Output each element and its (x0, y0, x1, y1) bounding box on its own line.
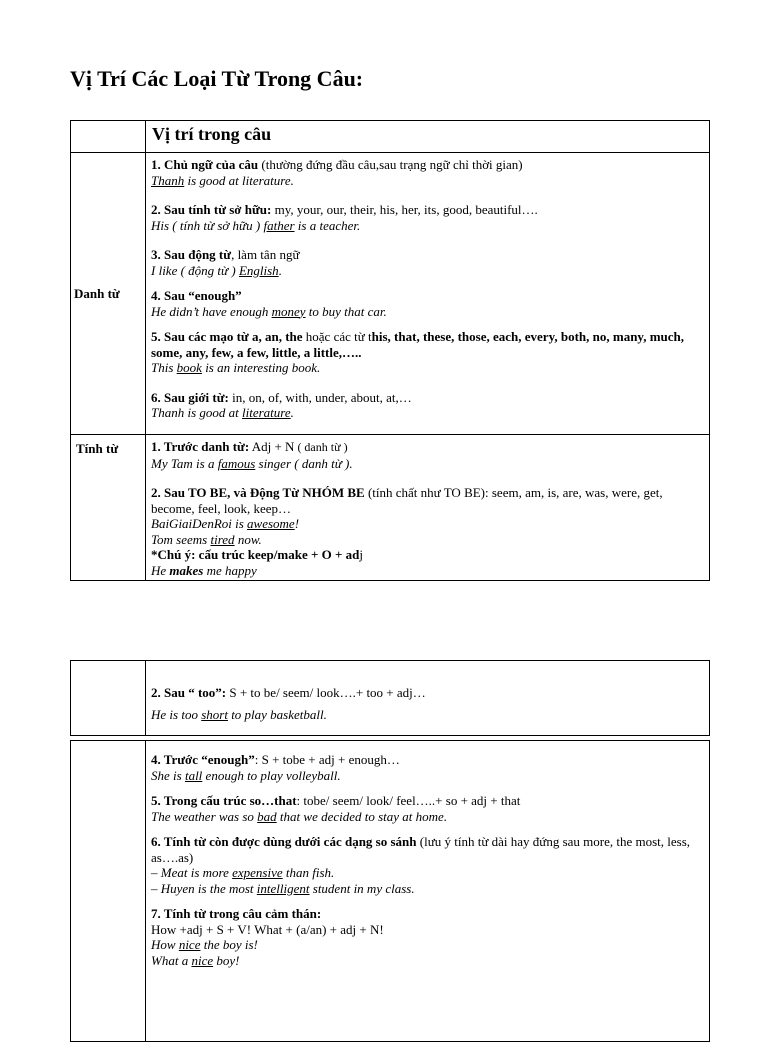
noun-item-5-note: hoặc các từ t (302, 329, 372, 344)
adjective-structures-table (70, 740, 710, 1042)
header-cell: Vị trí trong câu (146, 121, 710, 153)
example-text: My Tam is a (151, 455, 218, 471)
adj-item-2-warning (151, 547, 703, 563)
example-underlined: bad (257, 808, 277, 824)
adj-item-2-example-3 (151, 563, 703, 579)
adj-item-2-heading: 2. Sau TO BE, và Động Từ NHÓM BE (151, 485, 365, 500)
adj-item-1-heading: 1. Trước danh từ: (151, 439, 250, 454)
example-underlined: literature (242, 405, 291, 420)
noun-item-3-note: , làm tân ngữ (231, 247, 300, 262)
example-text: me happy (203, 562, 257, 578)
adj-item-1 (151, 439, 703, 456)
example-text: ! (294, 516, 300, 531)
noun-item-6 (151, 390, 703, 406)
noun-item-4 (151, 288, 703, 304)
example-text: student in my class. (309, 880, 415, 896)
example-underlined: tall (184, 767, 203, 783)
adj-item-6-heading: 6. Tính từ còn được dùng dưới các dạng so sánh (151, 834, 417, 849)
noun-item-1-note: (thường đứng đầu câu,sau trạng ngữ chỉ thời gian) (258, 157, 523, 172)
example-underlined: short (201, 706, 228, 722)
adj-item-1-note: Adj + N (249, 439, 295, 454)
adj-item-6-note: (lưu ý tính từ dài hay đứng sau more, the most, less, as….as) (151, 834, 691, 865)
example-underlined: English (238, 262, 279, 278)
adj-item-7-example-1 (151, 937, 703, 953)
adj-item-6-example-2 (151, 881, 703, 897)
noun-item-2-note: my, your, our, their, his, her, its, good, beautiful…. (271, 202, 538, 217)
noun-item-1-example (151, 173, 703, 189)
noun-item-5-example (151, 360, 703, 376)
adjective-row (71, 435, 710, 581)
example-text: He didn’t have enough (151, 303, 272, 319)
example-text: BaiGiaiDenRoi is (151, 516, 248, 531)
example-text: boy! (213, 952, 240, 968)
too-row (71, 661, 710, 736)
noun-item-6-heading: 6. Sau giới từ: (151, 389, 229, 405)
example-text: She is (151, 767, 185, 783)
noun-item-3-example (151, 263, 703, 279)
example-underlined: nice (178, 937, 201, 952)
example-text: is a teacher. (294, 217, 361, 233)
noun-item-5-heading: 5. Sau các mạo từ a, an, the (151, 329, 303, 344)
adj-item-5-example (151, 809, 703, 825)
example-underlined: father (263, 217, 295, 233)
example-underlined: book (176, 360, 202, 375)
example-text: to buy that car. (305, 303, 387, 319)
adj-item-4-heading: 4. Trước “enough” (151, 752, 255, 767)
noun-item-1 (151, 157, 703, 173)
example-text: Thanh is good at (151, 405, 243, 420)
header-empty-cell (71, 121, 146, 153)
adj-item-7-formula (151, 922, 703, 938)
example-text: How (151, 937, 179, 952)
adj-item-7-heading: 7. Tính từ trong câu cảm thán: (151, 906, 322, 921)
adj-item-7-example-2 (151, 953, 703, 969)
structures-content (146, 741, 710, 1042)
example-text: is an interesting book. (201, 360, 321, 375)
example-text: than fish. (282, 865, 335, 880)
adj-item-7-note: How +adj + S + V! What + (a/an) + adj + N! (151, 921, 384, 937)
example-text: He (151, 562, 170, 578)
example-text: . (278, 262, 282, 278)
example-text: The weather was so (151, 808, 258, 824)
example-text: – Huyen is the most (151, 880, 257, 896)
adj-item-6 (151, 834, 703, 865)
too-item (151, 685, 703, 701)
example-underlined: intelligent (256, 880, 310, 896)
warning-tail: j (359, 547, 363, 562)
too-label-cell (71, 661, 146, 736)
example-text: What a (151, 952, 192, 968)
adjective-label: Tính từ (71, 435, 146, 581)
noun-item-4-example (151, 304, 703, 320)
example-text: His ( tính từ sở hữu ) (151, 217, 264, 233)
too-content (146, 661, 710, 736)
adj-item-5 (151, 793, 703, 809)
adjective-content (146, 435, 710, 581)
word-position-table (70, 120, 710, 581)
adj-item-5-note: : tobe/ seem/ look/ feel…..+ so + adj + that (296, 793, 521, 808)
example-text: enough to play volleyball. (202, 767, 341, 783)
adj-item-7 (151, 906, 703, 922)
noun-item-6-example (151, 405, 703, 421)
example-underlined: awesome (247, 516, 295, 531)
too-item-note: S + to be/ seem/ look….+ too + adj… (226, 685, 426, 700)
example-text: Tom seems (151, 531, 211, 547)
example-underlined: expensive (232, 865, 283, 880)
noun-row (71, 153, 710, 435)
table-header-row (71, 121, 710, 153)
example-text: – Meat is more (151, 865, 233, 880)
example-underlined: nice (191, 952, 214, 968)
example-text: is good at literature. (184, 172, 294, 188)
adjective-structures-row (71, 741, 710, 1042)
example-underlined: Thanh (151, 172, 185, 188)
example-text: now. (234, 531, 262, 547)
example-text: the boy is! (200, 937, 258, 952)
noun-item-1-heading: 1. Chủ ngữ của câu (151, 157, 259, 172)
noun-content (146, 153, 710, 435)
noun-label: Danh từ (71, 153, 146, 435)
adj-item-1-note2: ( danh từ ) (294, 440, 348, 454)
example-text: . (290, 405, 294, 420)
adj-item-4-note: : S + tobe + adj + enough… (254, 752, 400, 767)
example-bold: makes (169, 562, 204, 578)
noun-item-2 (151, 202, 703, 218)
too-item-example (151, 707, 703, 723)
example-underlined: famous (217, 455, 256, 471)
noun-item-2-example (151, 218, 703, 234)
adj-item-2-example-1 (151, 516, 703, 532)
adj-item-6-example-1 (151, 865, 703, 881)
example-text: to play basketball. (227, 706, 327, 722)
warning-text: *Chú ý: cấu trúc keep/make + O + ad (151, 547, 360, 562)
noun-item-2-heading: 2. Sau tính từ sở hữu: (151, 202, 272, 217)
noun-item-5 (151, 329, 703, 360)
example-underlined: money (271, 303, 306, 319)
example-underlined: tired (210, 531, 235, 547)
page-title: Vị Trí Các Loại Từ Trong Câu: (70, 66, 364, 91)
adj-item-2 (151, 485, 703, 516)
adj-item-2-example-2 (151, 532, 703, 548)
structures-label-cell (71, 741, 146, 1042)
example-text: that we decided to stay at home. (276, 808, 448, 824)
example-text: He is too (151, 706, 202, 722)
example-text: This (151, 360, 177, 375)
noun-item-5-words: his, that, these, those, each, every, both, no, many, much, some, any, few, a few, little, a little,….. (151, 329, 685, 360)
adj-item-1-example (151, 456, 703, 472)
adj-item-2-note: (tính chất như TO BE): seem, am, is, are, was, were, get, become, feel, look, keep… (151, 485, 663, 516)
noun-item-3 (151, 247, 703, 263)
adj-item-5-heading: 5. Trong cấu trúc so…that (151, 793, 297, 808)
adj-item-4 (151, 752, 703, 768)
adj-item-4-example (151, 768, 703, 784)
too-item-heading: 2. Sau “ too”: (151, 685, 227, 700)
noun-item-6-note: in, on, of, with, under, about, at,… (228, 389, 412, 405)
noun-item-3-heading: 3. Sau động từ (151, 247, 232, 262)
too-table (70, 660, 710, 736)
noun-item-4-heading: 4. Sau “enough” (151, 288, 242, 303)
example-text: singer ( danh từ ). (255, 455, 353, 471)
example-text: I like ( động từ ) (151, 262, 239, 278)
